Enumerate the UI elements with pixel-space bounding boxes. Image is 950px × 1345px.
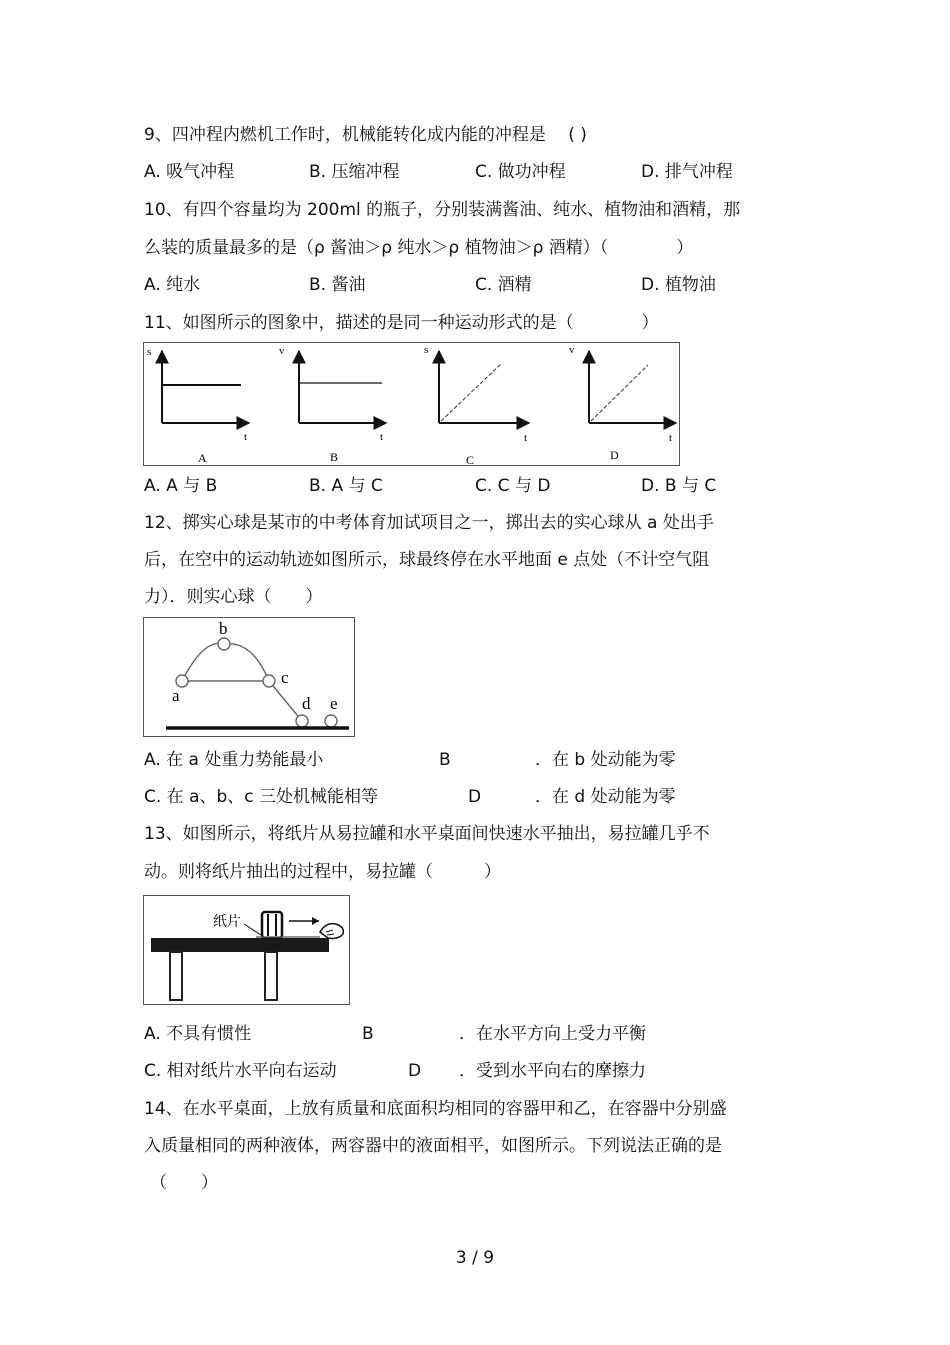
point-e-label: e [330,694,338,713]
graph-c-y-label: s [424,344,429,356]
q10-option-a: A. 纯水 [144,275,201,295]
q12-figure [143,617,355,737]
q9-stem: 9、四冲程内燃机工作时，机械能转化成内能的冲程是 ( ) [144,125,587,145]
q14-line3: （ ） [150,1173,218,1193]
q13-option-a: A. 不具有惯性 [144,1024,252,1044]
q13-option-c: C. 相对纸片水平向右运动 [144,1061,337,1081]
q13-option-b: ．在水平方向上受力平衡 [459,1024,646,1044]
q11-stem: 11、如图所示的图象中，描述的是同一种运动形式的是（ ） [144,313,659,333]
q10-line2: 么装的质量最多的是（ρ 酱油＞ρ 纯水＞ρ 植物油＞ρ 酒精）（ ） [144,238,694,258]
q11-option-a: A. A 与 B [144,476,218,496]
table-top [151,938,329,952]
graph-a-caption: A [198,451,207,465]
q13-figure [143,895,350,1005]
graph-a [147,346,249,465]
graph-b-y-label: v [279,345,285,357]
q13-option-b-letter: B [362,1024,374,1044]
graph-a-x-label: t [244,431,248,443]
q9-option-d: D. 排气冲程 [641,162,733,182]
q11-option-b: B. A 与 C [309,476,383,496]
graph-c-x-label: t [524,432,528,444]
point-c-label: c [281,668,289,687]
point-c-ball [263,675,275,687]
q11-figure [143,342,680,466]
q9-option-c: C. 做功冲程 [475,162,566,182]
point-a-label: a [172,686,180,705]
q12-option-b-letter: B [439,750,451,770]
q9-option-b: B. 压缩冲程 [309,162,400,182]
q13-line1: 13、如图所示，将纸片从易拉罐和水平桌面间快速水平抽出，易拉罐几乎不 [144,824,710,844]
graph-d [569,344,676,462]
q13-line2: 动。则将纸片抽出的过程中，易拉罐（ ） [144,862,501,882]
point-b-ball [218,638,230,650]
graph-d-caption: D [610,448,619,462]
q9-option-a: A. 吸气冲程 [144,162,235,182]
can [262,912,282,938]
q12-line3: 力）．则实心球（ ） [144,587,323,607]
graph-a-y-label: s [147,346,152,358]
paper-label: 纸片 [213,915,241,930]
q12-option-b: ．在 b 处动能为零 [535,750,676,770]
q11-option-d: D. B 与 C [641,476,717,496]
graph-c-caption: C [466,453,475,465]
q11-option-c: C. C 与 D [475,476,551,496]
hand [320,924,343,939]
graph-b [279,345,386,464]
point-e-ball [325,715,337,727]
ball-trajectory [144,618,354,736]
q12-line2: 后，在空中的运动轨迹如图所示，球最终停在水平地面 e 点处（不计空气阻 [144,550,710,570]
q10-line1: 10、有四个容量均为 200ml 的瓶子，分别装满酱油、纯水、植物油和酒精，那 [144,200,741,220]
point-d-ball [296,715,308,727]
q12-option-d: ．在 d 处动能为零 [535,787,676,807]
page-number: 3 / 9 [455,1248,495,1268]
q14-line1: 14、在水平桌面，上放有质量和底面积均相同的容器甲和乙，在容器中分别盛 [144,1099,727,1119]
q12-line1: 12、掷实心球是某市的中考体育加试项目之一，掷出去的实心球从 a 处出手 [144,513,714,533]
graph-c [424,344,529,465]
q12-option-c: C. 在 a、b、c 三处机械能相等 [144,787,379,807]
graph-b-caption: B [330,450,339,464]
q10-option-c: C. 酒精 [475,275,532,295]
q12-option-a: A. 在 a 处重力势能最小 [144,750,324,770]
table-leg-right [265,952,277,1000]
q14-line2: 入质量相同的两种液体，两容器中的液面相平，如图所示。下列说法正确的是 [144,1136,722,1156]
q10-option-b: B. 酱油 [309,275,366,295]
point-d-label: d [302,694,311,713]
q10-option-d: D. 植物油 [641,275,716,295]
pull-arrow [312,917,319,925]
graph-b-x-label: t [380,431,384,443]
paper-pull-diagram [144,896,349,1004]
motion-graphs [144,343,679,465]
q13-option-d-letter: D [408,1061,422,1081]
graph-d-y-label: v [569,344,575,356]
point-b-label: b [219,619,228,638]
table-leg-left [170,952,182,1000]
q13-option-d: ．受到水平向右的摩擦力 [459,1061,646,1081]
q12-option-d-letter: D [468,787,482,807]
graph-d-x-label: t [669,432,673,444]
